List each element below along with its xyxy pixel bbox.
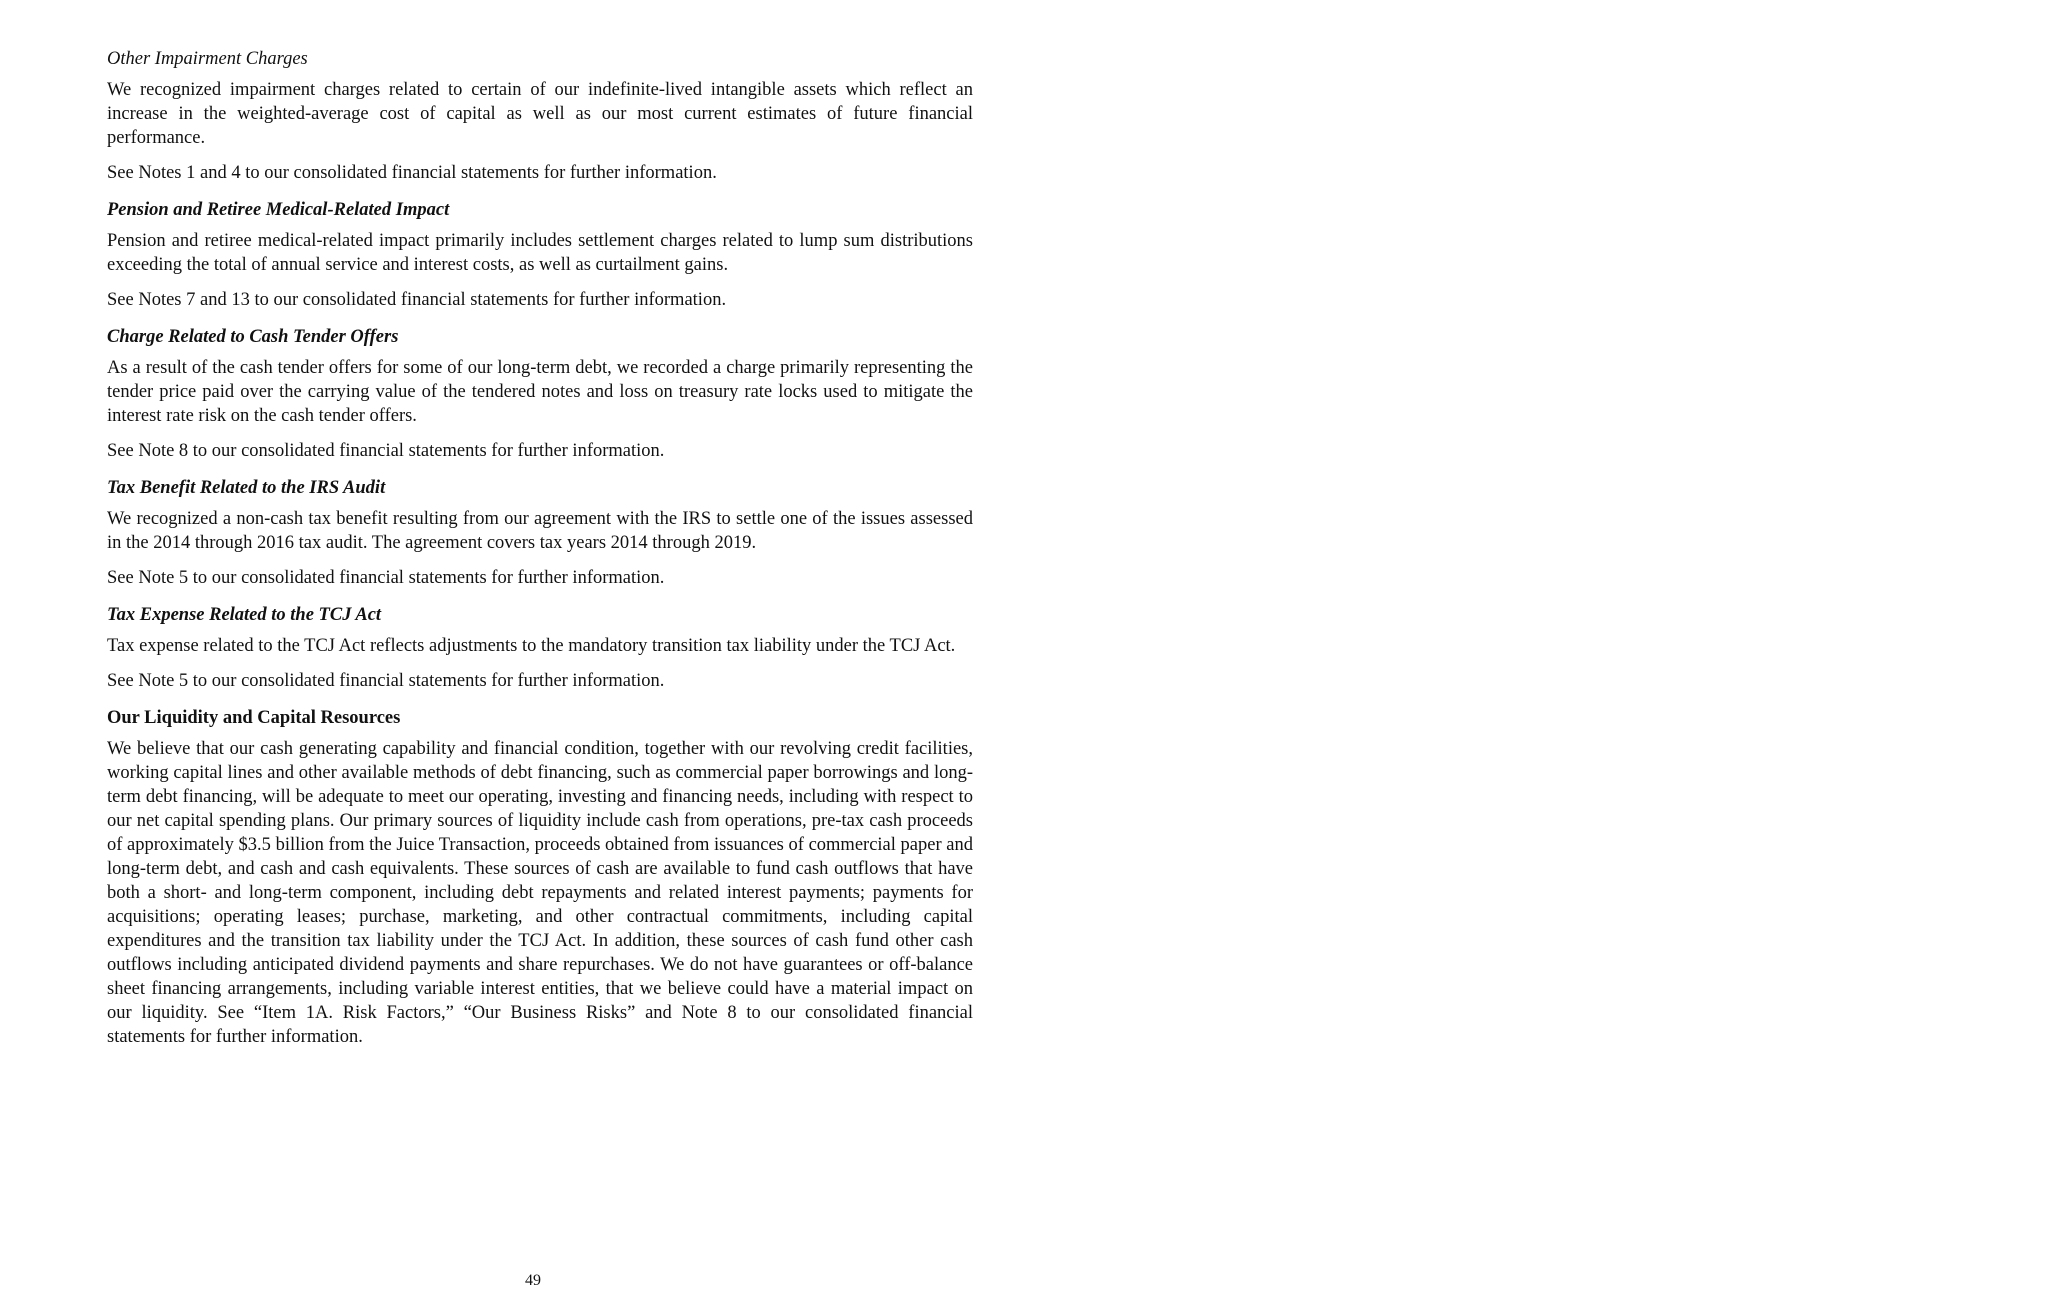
section-heading-cash-tender-offers: Charge Related to Cash Tender Offers <box>107 327 399 347</box>
section-heading-tcj-act: Tax Expense Related to the TCJ Act <box>107 605 382 625</box>
section-heading-irs-audit: Tax Benefit Related to the IRS Audit <box>107 478 386 498</box>
paragraph: Pension and retiree medical-related impact primarily includes settlement charges related to lump sum distributions exceeding the total of annual service and interest costs, as well as curtailment gains. <box>107 231 973 275</box>
paragraph: As a result of the cash tender offers for some of our long-term debt, we recorded a charge primarily representing the tender price paid over the carrying value of the tendered notes and loss on treasury rate locks used to mitigate the interest rate risk on the cash tender offers. <box>107 358 973 426</box>
document-page <box>107 47 973 1060</box>
paragraph: Tax expense related to the TCJ Act reflects adjustments to the mandatory transition tax liability under the TCJ Act. <box>107 636 956 656</box>
section-heading-other-impairment-charges: Other Impairment Charges <box>107 49 308 69</box>
page-number: 49 <box>525 1272 541 1289</box>
paragraph: We recognized a non-cash tax benefit resulting from our agreement with the IRS to settle one of the issues assessed in the 2014 through 2016 tax audit. The agreement covers tax years 2014 through 2019. <box>107 509 973 553</box>
paragraph: See Note 5 to our consolidated financial statements for further information. <box>107 671 665 691</box>
paragraph: See Notes 1 and 4 to our consolidated financial statements for further information. <box>107 163 717 183</box>
paragraph: We recognized impairment charges related to certain of our indefinite-lived intangible assets which reflect an increase in the weighted-average cost of capital as well as our most current estimates of future financial performance. <box>107 80 973 148</box>
paragraph: See Note 5 to our consolidated financial statements for further information. <box>107 568 665 588</box>
section-heading-liquidity-capital-resources: Our Liquidity and Capital Resources <box>107 708 401 728</box>
paragraph: See Note 8 to our consolidated financial statements for further information. <box>107 441 665 461</box>
paragraph: We believe that our cash generating capability and financial condition, together with our revolving credit facilities, working capital lines and other available methods of debt financing, such as commercial paper borrowings and long-term debt financing, will be adequate to meet our operating, investing and financing needs, including with respect to our net capital spending plans. Our primary sources of liquidity include cash from operations, pre-tax cash proceeds of approximately $3.5 billion from the Juice Transaction, proceeds obtained from issuances of commercial paper and long-term debt, and cash and cash equivalents. These sources of cash are available to fund cash outflows that have both a short- and long-term component, including debt repayments and related interest payments; payments for acquisitions; operating leases; purchase, marketing, and other contractual commitments, including capital expenditures and the transition tax liability under the TCJ Act. In addition, these sources of cash fund other cash outflows including anticipated dividend payments and share repurchases. We do not have guarantees or off-balance sheet financing arrangements, including variable interest entities, that we believe could have a material impact on our liquidity. See “Item 1A. Risk Factors,” “Our Business Risks” and Note 8 to our consolidated financial statements for further information. <box>107 739 973 1047</box>
paragraph: See Notes 7 and 13 to our consolidated financial statements for further information. <box>107 290 727 310</box>
section-heading-pension-retiree-medical: Pension and Retiree Medical-Related Impact <box>107 200 450 220</box>
